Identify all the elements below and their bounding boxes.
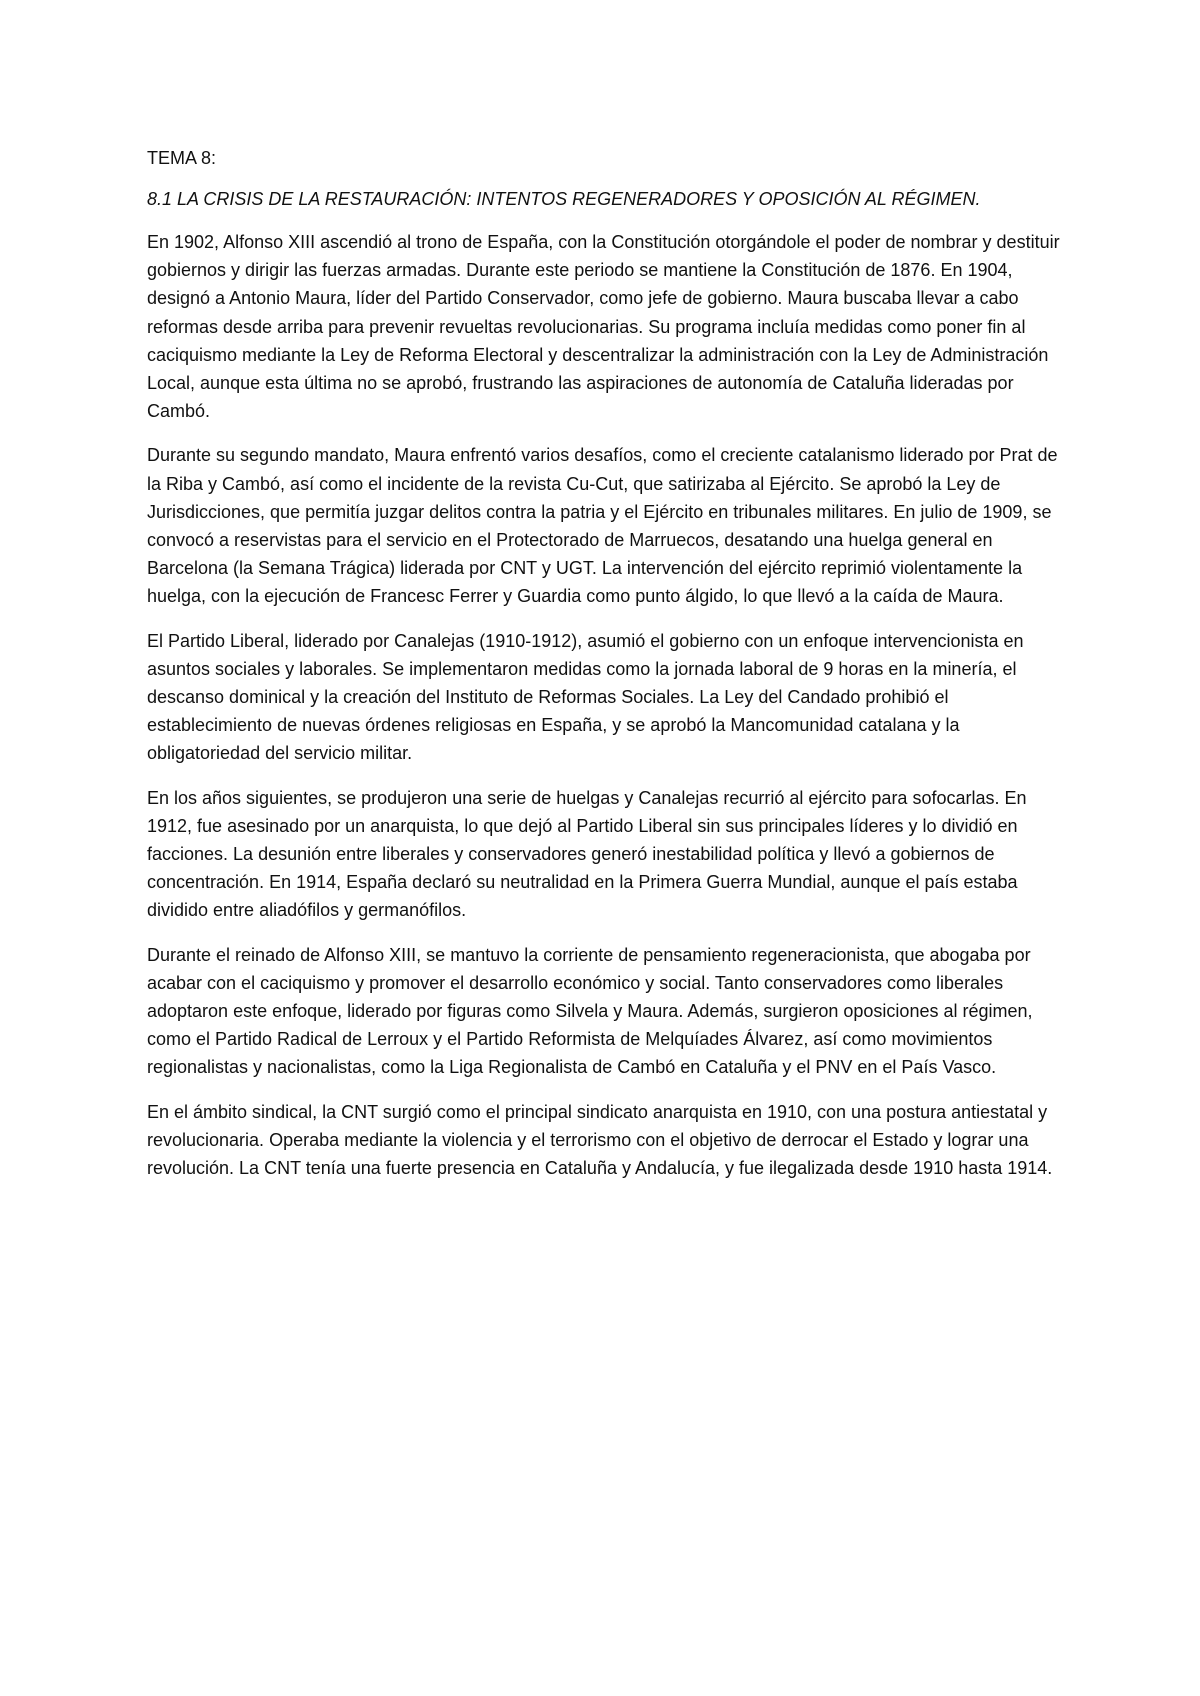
paragraph: En los años siguientes, se produjeron una serie de huelgas y Canalejas recurrió al ejército para sofocarlas. En 1912, fue asesinado por un anarquista, lo que dejó al Partido Liberal sin sus principales líderes y lo dividió en facciones. La desunión entre liberales y conservadores generó inestabilidad política y llevó a gobiernos de concentración. En 1914, España declaró su neutralidad en la Primera Guerra Mundial, aunque el país estaba dividido entre aliadófilos y germanófilos. xyxy=(147,787,1027,921)
paragraph: El Partido Liberal, liderado por Canalejas (1910-1912), asumió el gobierno con un enfoque intervencionista en asuntos sociales y laborales. Se implementaron medidas como la jornada laboral de 9 horas en la minería, el descanso dominical y la creación del Instituto de Reformas Sociales. La Ley del Candado prohibió el establecimiento de nuevas órdenes religiosas en España, y se aprobó la Mancomunidad catalana y la obligatoriedad del servicio militar. xyxy=(147,630,1024,764)
section-title: 8.1 LA CRISIS DE LA RESTAURACIÓN: INTENTOS REGENERADORES Y OPOSICIÓN AL RÉGIMEN. xyxy=(147,189,981,209)
document-page xyxy=(147,146,1067,1198)
paragraph: En 1902, Alfonso XIII ascendió al trono de España, con la Constitución otorgándole el poder de nombrar y destituir gobiernos y dirigir las fuerzas armadas. Durante este periodo se mantiene la Constitución de 1876. En 1904, designó a Antonio Maura, líder del Partido Conservador, como jefe de gobierno. Maura buscaba llevar a cabo reformas desde arriba para prevenir revueltas revolucionarias. Su programa incluía medidas como poner fin al caciquismo mediante la Ley de Reforma Electoral y descentralizar la administración con la Ley de Administración Local, aunque esta última no se aprobó, frustrando las aspiraciones de autonomía de Cataluña lideradas por Cambó. xyxy=(147,232,1060,422)
document-heading: TEMA 8: xyxy=(147,148,217,168)
paragraph: En el ámbito sindical, la CNT surgió como el principal sindicato anarquista en 1910, con una postura antiestatal y revolucionaria. Operaba mediante la violencia y el terrorismo con el objetivo de derrocar el Estado y lograr una revolución. La CNT tenía una fuerte presencia en Cataluña y Andalucía, y fue ilegalizada desde 1910 hasta 1914. xyxy=(147,1101,1053,1179)
paragraph: Durante su segundo mandato, Maura enfrentó varios desafíos, como el creciente catalanismo liderado por Prat de la Riba y Cambó, así como el incidente de la revista Cu-Cut, que satirizaba al Ejército. Se aprobó la Ley de Jurisdicciones, que permitía juzgar delitos contra la patria y el Ejército en tribunales militares. En julio de 1909, se convocó a reservistas para el servicio en el Protectorado de Marruecos, desatando una huelga general en Barcelona (la Semana Trágica) liderada por CNT y UGT. La intervención del ejército reprimió violentamente la huelga, con la ejecución de Francesc Ferrer y Guardia como punto álgido, lo que llevó a la caída de Maura. xyxy=(147,445,1058,607)
paragraph: Durante el reinado de Alfonso XIII, se mantuvo la corriente de pensamiento regeneracionista, que abogaba por acabar con el caciquismo y promover el desarrollo económico y social. Tanto conservadores como liberales adoptaron este enfoque, liderado por figuras como Silvela y Maura. Además, surgieron oposiciones al régimen, como el Partido Radical de Lerroux y el Partido Reformista de Melquíades Álvarez, así como movimientos regionalistas y nacionalistas, como la Liga Regionalista de Cambó en Cataluña y el PNV en el País Vasco. xyxy=(147,944,1033,1078)
